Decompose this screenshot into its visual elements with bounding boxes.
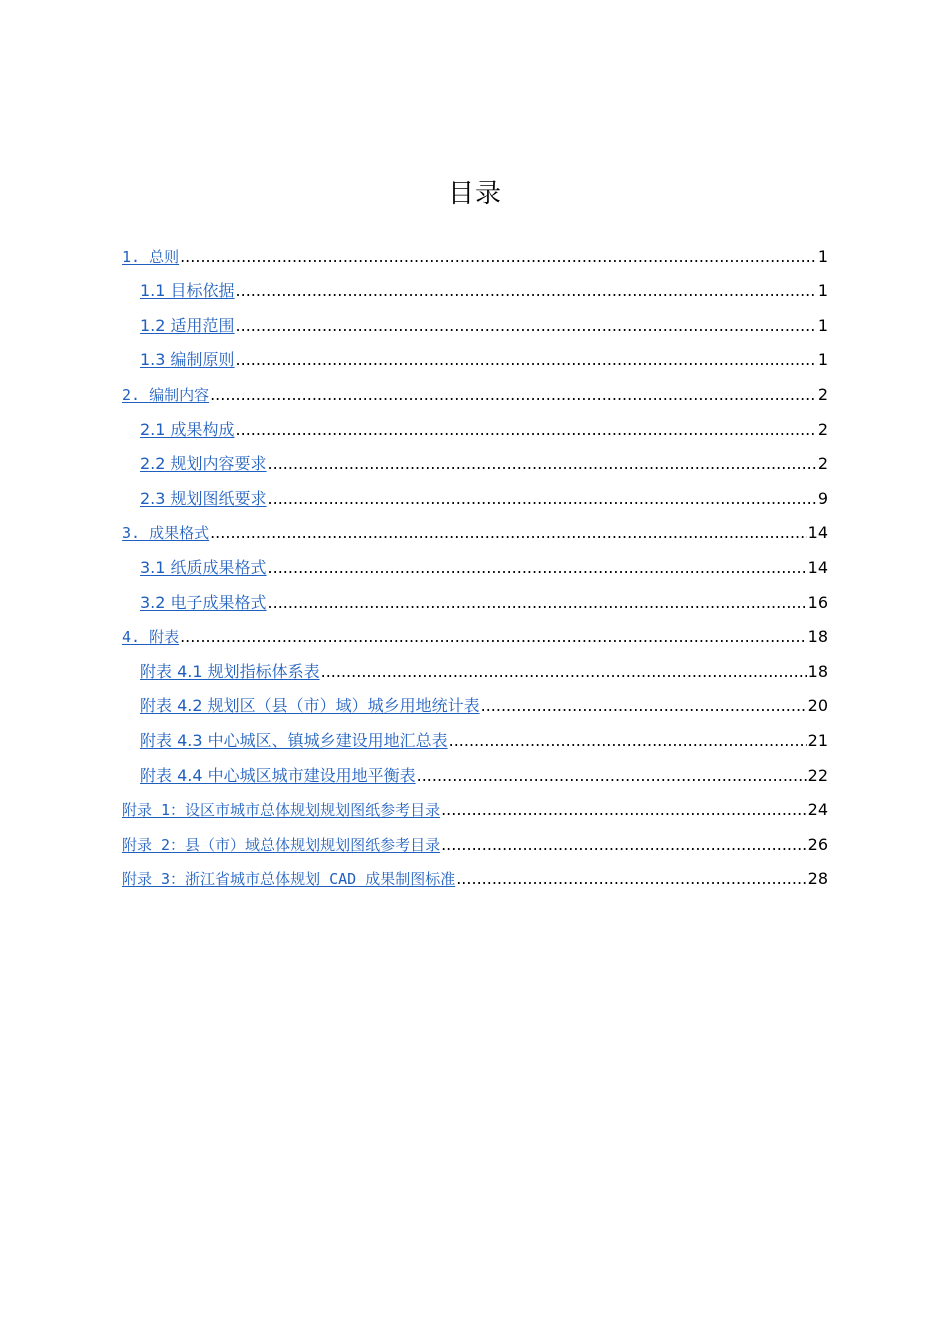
toc-entry-link[interactable]: 3. 成果格式 — [122, 524, 210, 543]
toc-entry-link[interactable]: 附录 2：县（市）域总体规划规划图纸参考目录 — [122, 835, 441, 854]
toc-entry[interactable] — [122, 787, 828, 822]
dot-leader — [180, 246, 817, 268]
toc-page-number: 14 — [807, 557, 828, 577]
toc-entry[interactable] — [122, 371, 828, 406]
dot-leader — [268, 488, 817, 510]
toc-page-number: 22 — [807, 765, 828, 785]
toc-entry-link[interactable]: 附录 3：浙江省城市总体规划 CAD 成果制图标准 — [122, 870, 456, 889]
dot-leader — [236, 315, 817, 337]
toc-page-number: 26 — [807, 834, 828, 854]
toc-page-number: 2 — [817, 454, 828, 474]
dot-leader — [236, 419, 817, 441]
toc-entry[interactable] — [122, 821, 828, 856]
dot-leader — [268, 592, 807, 614]
toc-entry-link[interactable]: 附表 4.1 规划指标体系表 — [140, 661, 320, 681]
toc-entry-link[interactable]: 附表 4.4 中心城区城市建设用地平衡表 — [140, 765, 416, 785]
toc-entry[interactable] — [122, 441, 828, 476]
dot-leader — [268, 453, 817, 475]
toc-page-number: 1 — [817, 315, 828, 335]
dot-leader — [321, 661, 807, 683]
table-of-contents — [122, 233, 828, 890]
toc-entry[interactable] — [122, 648, 828, 683]
toc-entry[interactable] — [122, 614, 828, 649]
toc-entry[interactable] — [122, 579, 828, 614]
toc-page-number: 2 — [817, 419, 828, 439]
toc-entry[interactable] — [122, 752, 828, 787]
toc-entry[interactable] — [122, 683, 828, 718]
toc-entry[interactable] — [122, 510, 828, 545]
toc-page-number: 14 — [807, 523, 828, 543]
toc-entry-link[interactable]: 1.2 适用范围 — [140, 315, 235, 335]
dot-leader — [417, 765, 807, 787]
toc-entry[interactable] — [122, 233, 828, 268]
toc-entry-link[interactable]: 附表 4.2 规划区（县（市）域）城乡用地统计表 — [140, 696, 480, 716]
dot-leader — [268, 557, 807, 579]
toc-entry-link[interactable]: 3.2 电子成果格式 — [140, 592, 267, 612]
toc-page-number: 21 — [807, 730, 828, 750]
dot-leader — [481, 695, 807, 717]
dot-leader — [236, 349, 817, 371]
dot-leader — [210, 384, 817, 406]
toc-entry-link[interactable]: 2.1 成果构成 — [140, 419, 235, 439]
toc-page-number: 24 — [807, 800, 828, 820]
dot-leader — [180, 626, 807, 648]
toc-entry-link[interactable]: 1. 总则 — [122, 247, 180, 266]
toc-entry[interactable] — [122, 717, 828, 752]
toc-page-number: 18 — [807, 627, 828, 647]
dot-leader — [441, 799, 807, 821]
toc-page-number: 16 — [807, 592, 828, 612]
dot-leader — [441, 834, 807, 856]
toc-page-number: 1 — [817, 350, 828, 370]
toc-entry-link[interactable]: 附表 4.3 中心城区、镇城乡建设用地汇总表 — [140, 730, 448, 750]
dot-leader — [449, 730, 807, 752]
toc-entry[interactable] — [122, 337, 828, 372]
dot-leader — [456, 868, 806, 890]
dot-leader — [236, 280, 817, 302]
toc-entry-link[interactable]: 2.3 规划图纸要求 — [140, 488, 267, 508]
toc-entry[interactable] — [122, 406, 828, 441]
toc-entry[interactable] — [122, 302, 828, 337]
toc-entry[interactable] — [122, 475, 828, 510]
toc-page-number: 28 — [807, 869, 828, 889]
dot-leader — [210, 522, 807, 544]
toc-page-number: 9 — [817, 488, 828, 508]
toc-entry[interactable] — [122, 268, 828, 303]
toc-entry[interactable] — [122, 856, 828, 891]
toc-title: 目录 — [447, 179, 502, 209]
toc-page-number: 1 — [817, 246, 828, 266]
toc-entry-link[interactable]: 附录 1：设区市城市总体规划规划图纸参考目录 — [122, 801, 441, 820]
toc-entry-link[interactable]: 2.2 规划内容要求 — [140, 454, 267, 474]
toc-page-number: 20 — [807, 696, 828, 716]
toc-entry-link[interactable]: 1.1 目标依据 — [140, 281, 235, 301]
toc-page-number: 1 — [817, 281, 828, 301]
toc-page-number: 18 — [807, 661, 828, 681]
toc-entry-link[interactable]: 2. 编制内容 — [122, 385, 210, 404]
toc-page-number: 2 — [817, 384, 828, 404]
toc-entry-link[interactable]: 1.3 编制原则 — [140, 350, 235, 370]
toc-entry-link[interactable]: 3.1 纸质成果格式 — [140, 557, 267, 577]
toc-entry[interactable] — [122, 544, 828, 579]
toc-entry-link[interactable]: 4. 附表 — [122, 628, 180, 647]
